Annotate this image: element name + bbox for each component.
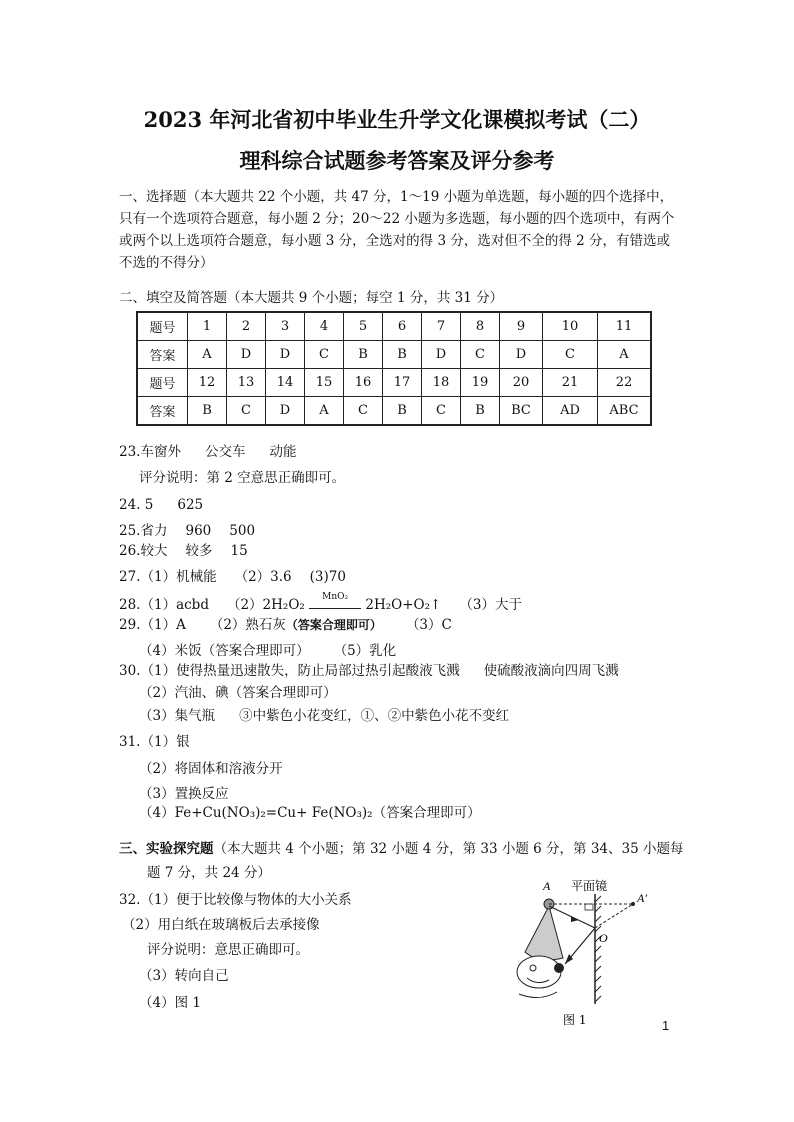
- table-cell: 2: [227, 312, 266, 341]
- table-cell: C: [543, 341, 598, 369]
- answer-32: 32.（1）便于比较像与物体的大小关系: [119, 892, 352, 908]
- answer-table: [136, 311, 652, 426]
- table-row: [137, 397, 651, 426]
- table-cell: 11: [598, 312, 652, 341]
- figure-nose: [554, 963, 564, 973]
- answer-30-line2: （2）汽油、碘（答案合理即可）: [139, 685, 337, 701]
- section-3-heading-line2: 题 7 分，共 24 分）: [147, 865, 271, 881]
- answer-32-line4: （4）图 1: [139, 995, 201, 1011]
- table-cell: C: [344, 397, 383, 426]
- catalyst-arrow: MnO₂: [309, 598, 361, 609]
- label-a: A: [543, 879, 551, 893]
- mirror-hatching: [595, 896, 601, 1002]
- answer-23: 23.车窗外 公交车 动能: [119, 444, 297, 460]
- answer-25: 25.省力 960 500: [119, 523, 256, 539]
- table-cell: 1: [188, 312, 227, 341]
- table-cell: 5: [344, 312, 383, 341]
- table-cell: AD: [543, 397, 598, 426]
- ray-arrow-icon: [571, 916, 579, 922]
- table-cell: B: [344, 341, 383, 369]
- table-cell: 4: [305, 312, 344, 341]
- answer-26: 26.较大 较多 15: [119, 543, 248, 559]
- table-cell: A: [598, 341, 652, 369]
- table-cell: D: [500, 341, 543, 369]
- hat-shape: [525, 906, 563, 960]
- answer-29: 29.（1）A （2）熟石灰（答案合理即可） （3）C: [119, 617, 452, 633]
- table-cell: 6: [383, 312, 422, 341]
- figure-face: [517, 956, 561, 988]
- table-cell: A: [305, 397, 344, 426]
- table-cell: B: [188, 397, 227, 426]
- section-2-heading: 二、填空及简答题（本大题共 9 个小题；每空 1 分，共 31 分）: [119, 290, 504, 306]
- answer-30-line3: （3）集气瓶 ③中紫色小花变红，①、②中紫色小花不变红: [139, 708, 510, 724]
- table-cell: 22: [598, 369, 652, 397]
- table-cell: D: [266, 341, 305, 369]
- table-cell: C: [422, 397, 461, 426]
- table-cell: ABC: [598, 397, 652, 426]
- figure-caption: 图 1: [563, 1013, 587, 1027]
- figure-1-mirror-diagram: [505, 872, 695, 1032]
- title-line-2: 理科综合试题参考答案及评分参考: [239, 148, 555, 173]
- table-cell: C: [461, 341, 500, 369]
- row-label: 题号: [137, 369, 188, 397]
- label-mirror: 平面镜: [571, 879, 608, 893]
- answer-23-note: 评分说明：第 2 空意思正确即可。: [139, 470, 346, 486]
- answer-31: 31.（1）银: [119, 734, 190, 750]
- table-cell: BC: [500, 397, 543, 426]
- answer-32-note: 评分说明：意思正确即可。: [147, 942, 309, 958]
- table-cell: 12: [188, 369, 227, 397]
- label-o: O: [599, 931, 608, 945]
- answer-27: 27.（1）机械能 （2）3.6 (3)70: [119, 569, 346, 585]
- table-cell: 14: [266, 369, 305, 397]
- table-cell: 7: [422, 312, 461, 341]
- answer-28: 28.（1）acbd （2）2H₂O₂ MnO₂ 2H₂O+O₂↑ （3）大于: [119, 592, 522, 613]
- table-cell: 19: [461, 369, 500, 397]
- table-cell: 21: [543, 369, 598, 397]
- table-cell: 10: [543, 312, 598, 341]
- table-cell: B: [383, 397, 422, 426]
- table-cell: 3: [266, 312, 305, 341]
- answer-32-line2: （2）用白纸在玻璃板后去承接像: [122, 917, 320, 933]
- row-label: 答案: [137, 397, 188, 426]
- table-cell: 8: [461, 312, 500, 341]
- table-cell: 9: [500, 312, 543, 341]
- label-a-prime: A′: [637, 891, 647, 905]
- answer-32-line3: （3）转向自己: [139, 968, 229, 984]
- table-cell: B: [383, 341, 422, 369]
- table-cell: 17: [383, 369, 422, 397]
- table-cell: 15: [305, 369, 344, 397]
- answer-31-line3: （3）置换反应: [139, 786, 229, 802]
- table-row: [137, 341, 651, 369]
- table-cell: C: [305, 341, 344, 369]
- figure-base: [519, 992, 557, 998]
- table-cell: 18: [422, 369, 461, 397]
- answer-30: 30.（1）使得热量迅速散失，防止局部过热引起酸液飞溅 使硫酸液滴向四周飞溅: [119, 663, 619, 679]
- table-row: [137, 369, 651, 397]
- table-cell: D: [266, 397, 305, 426]
- title-line-1: 2023 年河北省初中毕业生升学文化课模拟考试（二）: [143, 107, 651, 132]
- table-cell: 16: [344, 369, 383, 397]
- answer-29-line2: （4）米饭（答案合理即可） （5）乳化: [139, 643, 397, 659]
- answer-31-line2: （2）将固体和溶液分开: [139, 761, 283, 777]
- table-cell: C: [227, 397, 266, 426]
- page-number: 1: [662, 1018, 670, 1033]
- table-cell: A: [188, 341, 227, 369]
- section-1-text: 一、选择题（本大题共 22 个小题，共 47 分，1～19 小题为单选题，每小题的四个选择中，只有一个选项符合题意，每小题 2 分；20～22 小题为多选题，每小题的四个选项中，有两个或两个以上选项符合题意，每小题 3 分，全选对的得 3 分，选对但不全的得 2 分，有错选或不选的不得分）: [119, 189, 675, 271]
- row-label: 答案: [137, 341, 188, 369]
- answer-24: 24. 5 625: [119, 497, 204, 513]
- table-cell: B: [461, 397, 500, 426]
- table-cell: D: [227, 341, 266, 369]
- right-angle-mark: [585, 904, 593, 910]
- image-point: [631, 902, 635, 906]
- row-label: 题号: [137, 312, 188, 341]
- table-row: [137, 312, 651, 341]
- table-cell: 13: [227, 369, 266, 397]
- section-3-heading: 三、实验探究题（本大题共 4 个小题；第 32 小题 4 分，第 33 小题 6 分，第 34、35 小题每: [119, 841, 684, 857]
- table-cell: 20: [500, 369, 543, 397]
- table-cell: D: [422, 341, 461, 369]
- answer-31-line4: （4）Fe+Cu(NO₃)₂=Cu+ Fe(NO₃)₂（答案合理即可）: [139, 805, 481, 821]
